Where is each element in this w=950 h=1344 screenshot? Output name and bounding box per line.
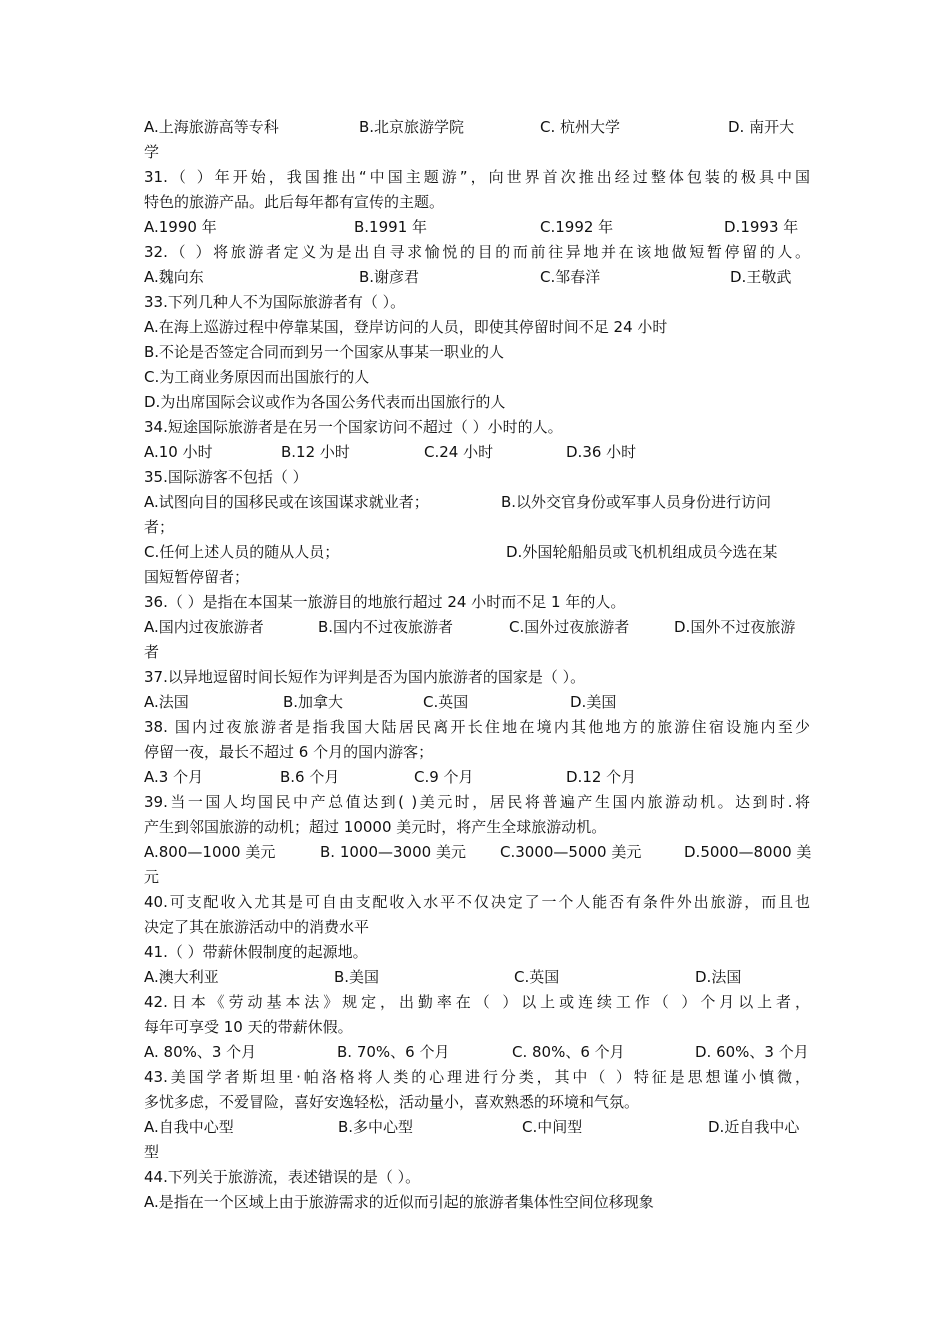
option-c: C.24 小时 [424, 443, 494, 461]
option-b: B.谢彦君 [359, 268, 420, 286]
option-c: C.9 个月 [414, 768, 474, 786]
option-d: D. 南开大 [728, 118, 795, 136]
option-c: C.3000—5000 美元 [500, 843, 642, 861]
option-c: C.1992 年 [540, 218, 614, 236]
question-44: 44.下列关于旅游流，表述错误的是（ ）。 [144, 1168, 421, 1186]
option-b: B.以外交官身份或军事人员身份进行访问 [501, 493, 772, 511]
option-c: C.英国 [423, 693, 469, 711]
question-35: 35.国际游客不包括（ ） [144, 468, 308, 486]
text-line: D.为出席国际会议或作为各国公务代表而出国旅行的人 [144, 393, 506, 411]
option-line-q32 [144, 265, 810, 290]
text-line: 型 [144, 1143, 160, 1161]
option-a: A.800—1000 美元 [144, 843, 276, 861]
option-a: A.澳大利亚 [144, 968, 219, 986]
text-line: 元 [144, 868, 160, 886]
option-d: D.36 小时 [566, 443, 637, 461]
question-43: 43.美国学者斯坦里·帕洛格将人类的心理进行分类，其中（ ）特征是思想谨小慎微， [144, 1068, 810, 1086]
option-b: B. 1000—3000 美元 [320, 843, 466, 861]
text-line: A.是指在一个区域上由于旅游需求的近似而引起的旅游者集体性空间位移现象 [144, 1193, 654, 1211]
option-a: A.试图向目的国移民或在该国谋求就业者； [144, 493, 429, 511]
option-d: D. 60%、3 个月 [695, 1043, 809, 1061]
option-c: C.邹春洋 [540, 268, 601, 286]
option-d: D.近自我中心 [708, 1118, 800, 1136]
option-c: C.国外过夜旅游者 [509, 618, 630, 636]
text-line: A.在海上巡游过程中停靠某国，登岸访问的人员，即使其停留时间不足 24 小时 [144, 318, 668, 336]
option-a: A.1990 年 [144, 218, 217, 236]
option-line-q38 [144, 765, 810, 790]
option-a: A.法国 [144, 693, 189, 711]
option-d: D.王敬武 [730, 268, 792, 286]
question-32: 32.（ ）将旅游者定义为是出自寻求愉悦的目的而前往异地并在该地做短暂停留的人。 [144, 243, 810, 261]
question-42: 42.日本《劳动基本法》规定，出勤率在（ ）以上或连续工作（ ）个月以上者， [144, 993, 810, 1011]
option-a: A.自我中心型 [144, 1118, 234, 1136]
option-c: C.中间型 [522, 1118, 583, 1136]
option-line-q36 [144, 615, 810, 640]
option-c: C. 80%、6 个月 [512, 1043, 625, 1061]
option-a: A.国内过夜旅游者 [144, 618, 264, 636]
text-line: 产生到邻国旅游的动机；超过 10000 美元时，将产生全球旅游动机。 [144, 818, 607, 836]
option-b: B.国内不过夜旅游者 [318, 618, 454, 636]
option-c: C.任何上述人员的随从人员； [144, 543, 340, 561]
option-line-q35-ab [144, 490, 810, 515]
option-line-q34 [144, 440, 810, 465]
question-38: 38. 国内过夜旅游者是指我国大陆居民离开长住地在境内其他地方的旅游住宿设施内至少 [144, 718, 810, 736]
question-37: 37.以异地逗留时间长短作为评判是否为国内旅游者的国家是（ ）。 [144, 668, 586, 686]
option-a: A.魏向东 [144, 268, 204, 286]
option-b: B.12 小时 [281, 443, 350, 461]
question-33: 33.下列几种人不为国际旅游者有（ ）。 [144, 293, 406, 311]
option-line-q31 [144, 215, 810, 240]
question-31: 31.（ ）年开始，我国推出“中国主题游”，向世界首次推出经过整体包装的极具中国 [144, 168, 810, 186]
option-c: C. 杭州大学 [540, 118, 621, 136]
option-d: D.5000—8000 美 [684, 843, 812, 861]
option-b: B.1991 年 [354, 218, 428, 236]
option-c: C.英国 [514, 968, 560, 986]
text-line: 停留一夜，最长不超过 6 个月的国内游客； [144, 743, 434, 761]
question-36: 36.（ ）是指在本国某一旅游目的地旅行超过 24 小时而不足 1 年的人。 [144, 593, 626, 611]
option-line-q37 [144, 690, 810, 715]
text-line: B.不论是否签定合同而到另一个国家从事某一职业的人 [144, 343, 505, 361]
option-a: A.3 个月 [144, 768, 204, 786]
text-line: 学 [144, 143, 160, 161]
option-b: B.北京旅游学院 [359, 118, 465, 136]
option-a: A.10 小时 [144, 443, 213, 461]
document-page [144, 115, 810, 1215]
option-line-q41 [144, 965, 810, 990]
question-41: 41.（ ）带薪休假制度的起源地。 [144, 943, 368, 961]
text-line: C.为工商业务原因而出国旅行的人 [144, 368, 370, 386]
option-d: D.国外不过夜旅游 [674, 618, 796, 636]
text-line: 国短暂停留者； [144, 568, 250, 586]
text-line: 特色的旅游产品。此后每年都有宣传的主题。 [144, 193, 445, 211]
text-line: 者 [144, 643, 160, 661]
question-39: 39.当一国人均国民中产总值达到( )美元时，居民将普遍产生国内旅游动机。达到时.将 [144, 793, 810, 811]
option-b: B.多中心型 [338, 1118, 414, 1136]
text-line: 多忧多虑，不爱冒险，喜好安逸轻松，活动量小，喜欢熟悉的环境和气氛。 [144, 1093, 640, 1111]
option-b: B.6 个月 [280, 768, 340, 786]
option-line-q30 [144, 115, 810, 140]
option-line-q39 [144, 840, 810, 865]
option-a: A.上海旅游高等专科 [144, 118, 279, 136]
option-line-q43 [144, 1115, 810, 1140]
option-d: D.1993 年 [724, 218, 799, 236]
option-d: D.法国 [695, 968, 742, 986]
option-line-q35-cd [144, 540, 810, 565]
option-b: B. 70%、6 个月 [337, 1043, 450, 1061]
option-b: B.美国 [334, 968, 380, 986]
text-line: 者； [144, 518, 175, 536]
text-line: 每年可享受 10 天的带薪休假。 [144, 1018, 353, 1036]
option-d: D.美国 [570, 693, 617, 711]
text-line: 决定了其在旅游活动中的消费水平 [144, 918, 370, 936]
option-line-q42 [144, 1040, 810, 1065]
question-40: 40.可支配收入尤其是可自由支配收入水平不仅决定了一个人能否有条件外出旅游，而且也 [144, 893, 810, 911]
option-a: A. 80%、3 个月 [144, 1043, 257, 1061]
option-d: D.外国轮船船员或飞机机组成员今选在某 [506, 543, 778, 561]
question-34: 34.短途国际旅游者是在另一个国家访问不超过（ ）小时的人。 [144, 418, 563, 436]
option-d: D.12 个月 [566, 768, 637, 786]
option-b: B.加拿大 [283, 693, 344, 711]
